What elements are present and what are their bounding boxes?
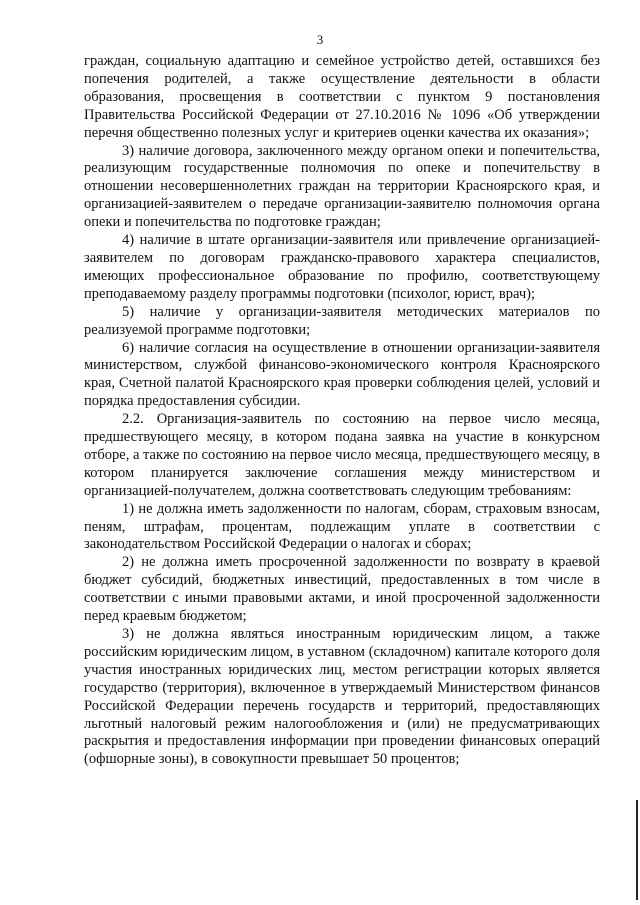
page-number: 3 [316,32,324,47]
paragraph-requirement-3: 3) не должна являться иностранным юридическим лицом, а также российским юридическим лицом, в уставном (складочном) капитале которого доля участия иностранных юридических лиц, местом регистрации которых является государство (территория), включенное в утверждаемый Министерством финансов Российской Федерации перечень государств и территорий, предоставляющих льготный налоговый режим налогообложения и (или) не предусматривающих раскрытия и предоставления информации при проведении финансовых операций (офшорные зоны), в совокупности превышает 50 процентов; [84,626,600,768]
paragraph-requirement-2: 2) не должна иметь просроченной задолженности по возврату в краевой бюджет субсидий, бюджетных инвестиций, предоставленных в том числе в соответствии с иными правовыми актами, и иной просроченной задолженности перед краевым бюджетом; [84,554,600,625]
document-body [84,53,600,769]
paragraph-section-2-2: 2.2. Организация-заявитель по состоянию на первое число месяца, предшествующего месяцу, в котором подана заявка на участие в конкурсном отборе, а также по состоянию на первое число месяца, предшествующего месяцу, в котором планируется заключение соглашения между министерством и организацией-получателем, должна соответствовать следующим требованиям: [84,411,601,499]
paragraph-continuation: граждан, социальную адаптацию и семейное устройство детей, оставшихся без попечения родителей, а также осуществление деятельности в области образования, просвещения в соответствии с пунктом 9 постановления Правительства Российской Федерации от 27.10.2016 № 1096 «Об утверждении перечня общественно полезных услуг и критериев оценки качества их оказания»; [84,53,600,141]
paragraph-item-3: 3) наличие договора, заключенного между органом опеки и попечительства, реализующим государственные полномочия по опеке и попечительству в отношении несовершеннолетних граждан на территории Красноярского края, и организацией-заявителем о передаче организации-заявителю полномочия органа опеки и попечительства по подготовке граждан; [84,142,600,231]
scan-edge-mark [636,800,638,900]
paragraph-item-5: 5) наличие у организации-заявителя методических материалов по реализуемой программе подготовки; [84,303,600,338]
paragraph-item-4: 4) наличие в штате организации-заявителя или привлечение организацией-заявителем по договорам гражданско-правового характера специалистов, имеющих профессиональное образование по профилю, соответствующему преподаваемому разделу программы подготовки (психолог, юрист, врач); [84,232,600,302]
paragraph-item-6: 6) наличие согласия на осуществление в отношении организации-заявителя министерством, службой финансово-экономического контроля Красноярского края, Счетной палатой Красноярского края проверки соблюдения целей, условий и порядка предоставления субсидии. [84,339,600,410]
paragraph-requirement-1: 1) не должна иметь задолженности по налогам, сборам, страховым взносам, пеням, штрафам, процентам, подлежащим уплате в соответствии с законодательством Российской Федерации о налогах и сборах; [84,500,600,553]
